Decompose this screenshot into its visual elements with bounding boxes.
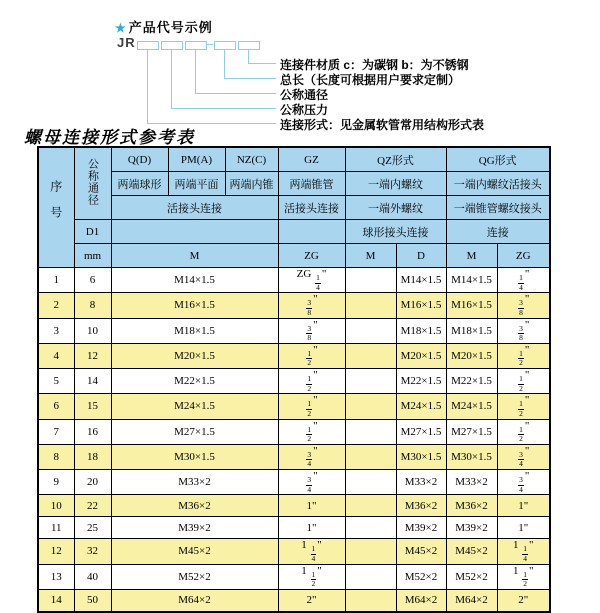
cell-seq: 9 xyxy=(38,470,74,495)
cell-dn: 14 xyxy=(74,369,111,394)
star-icon: ★ xyxy=(115,21,127,35)
cell-qg-m: M27×1.5 xyxy=(446,419,497,444)
cell-seq: 5 xyxy=(38,369,74,394)
cell-qg-zg: $\frac{1}{2}$ " xyxy=(497,369,550,394)
cell-m: M27×1.5 xyxy=(111,419,278,444)
cell-qz-d: M16×1.5 xyxy=(396,293,446,318)
header-col-gz: GZ xyxy=(278,147,345,172)
cell-seq: 14 xyxy=(38,589,74,612)
cell-dn: 6 xyxy=(74,268,111,293)
cell-qg-m: M33×2 xyxy=(446,470,497,495)
table-header xyxy=(38,147,550,268)
cell-gz-zg: $\frac{3}{8}$ " xyxy=(278,293,345,318)
connector-line xyxy=(248,63,276,64)
header-seq xyxy=(38,147,74,268)
cell-seq: 10 xyxy=(38,495,74,517)
header-dn xyxy=(74,147,111,220)
cell-gz-zg: 1" xyxy=(278,495,345,517)
cell-qg-m: M22×1.5 xyxy=(446,369,497,394)
cell-qg-m: M30×1.5 xyxy=(446,444,497,469)
table-row xyxy=(38,318,550,343)
header-unit: mm xyxy=(74,244,111,268)
connector-line xyxy=(195,93,276,94)
cell-m: M16×1.5 xyxy=(111,293,278,318)
header-union-gz: 活接头连接 xyxy=(278,196,345,220)
cell-seq: 12 xyxy=(38,539,74,564)
cell-qg-m: M64×2 xyxy=(446,589,497,612)
cell-qz-m xyxy=(345,470,396,495)
header-m2: M xyxy=(345,244,396,268)
cell-qz-d: M18×1.5 xyxy=(396,318,446,343)
cell-seq: 11 xyxy=(38,517,74,539)
cell-dn: 18 xyxy=(74,444,111,469)
cell-dn: 20 xyxy=(74,470,111,495)
cell-qg-m: M14×1.5 xyxy=(446,268,497,293)
diagram-label-total-length: 总长（长度可根据用户要求定制） xyxy=(280,73,461,87)
cell-dn: 10 xyxy=(74,318,111,343)
cell-qz-m xyxy=(345,444,396,469)
header-zg2: ZG xyxy=(497,244,550,268)
cell-dn: 12 xyxy=(74,343,111,368)
table-row xyxy=(38,564,550,589)
header-empty-gz xyxy=(278,220,345,244)
header-col-pm: PM(A) xyxy=(168,147,225,172)
connector-line xyxy=(195,50,196,93)
cell-gz-zg: 1 $\frac{1}{2}$ " xyxy=(278,564,345,589)
cell-seq: 6 xyxy=(38,394,74,419)
cell-qz-m xyxy=(345,343,396,368)
cell-qz-m xyxy=(345,369,396,394)
cell-qz-m xyxy=(345,293,396,318)
code-box-3 xyxy=(185,41,207,50)
cell-qz-d: M24×1.5 xyxy=(396,394,446,419)
table-row xyxy=(38,369,550,394)
cell-qz-d: M27×1.5 xyxy=(396,419,446,444)
connector-line xyxy=(224,50,225,78)
table-row xyxy=(38,293,550,318)
cell-qg-m: M45×2 xyxy=(446,539,497,564)
cell-qz-d: M36×2 xyxy=(396,495,446,517)
table-title: 螺母连接形式参考表 xyxy=(24,128,195,147)
cell-qz-m xyxy=(345,589,396,612)
cell-m: M52×2 xyxy=(111,564,278,589)
table-row xyxy=(38,394,550,419)
cell-dn: 22 xyxy=(74,495,111,517)
cell-m: M33×2 xyxy=(111,470,278,495)
cell-gz-zg: $\frac{1}{2}$ " xyxy=(278,343,345,368)
cell-qg-zg: $\frac{1}{4}$ " xyxy=(497,268,550,293)
cell-qz-d: M45×2 xyxy=(396,539,446,564)
header-col-qz: QZ形式 xyxy=(345,147,446,172)
cell-qz-d: M22×1.5 xyxy=(396,369,446,394)
cell-qg-zg: $\frac{3}{4}$ " xyxy=(497,444,550,469)
cell-qg-zg: $\frac{1}{2}$ " xyxy=(497,419,550,444)
table-row xyxy=(38,495,550,517)
cell-seq: 1 xyxy=(38,268,74,293)
cell-gz-zg: 1 $\frac{1}{4}$ " xyxy=(278,539,345,564)
connector-line xyxy=(171,50,172,108)
cell-qg-m: M36×2 xyxy=(446,495,497,517)
cell-gz-zg: $\frac{3}{4}$ " xyxy=(278,470,345,495)
table-row xyxy=(38,470,550,495)
header-qg-sub2: 一端锥管螺纹接头 xyxy=(446,196,550,220)
cell-m: M22×1.5 xyxy=(111,369,278,394)
header-col-q: Q(D) xyxy=(111,147,168,172)
diagram-label-nominal-diameter: 公称通径 xyxy=(280,88,329,102)
cell-seq: 13 xyxy=(38,564,74,589)
code-box-2 xyxy=(161,41,183,50)
header-dn-label: 公称通径 xyxy=(86,158,99,206)
table-row xyxy=(38,268,550,293)
connector-line xyxy=(147,50,148,123)
cell-gz-zg: 1" xyxy=(278,517,345,539)
cell-m: M18×1.5 xyxy=(111,318,278,343)
header-qz-sub2: 一端外螺纹 xyxy=(345,196,446,220)
cell-gz-zg: $\frac{3}{8}$ " xyxy=(278,318,345,343)
cell-qg-m: M18×1.5 xyxy=(446,318,497,343)
cell-qg-m: M39×2 xyxy=(446,517,497,539)
cell-qg-zg: $\frac{3}{4}$ " xyxy=(497,470,550,495)
header-d1: D1 xyxy=(74,220,111,244)
cell-qg-m: M16×1.5 xyxy=(446,293,497,318)
cell-dn: 32 xyxy=(74,539,111,564)
diagram-heading xyxy=(115,17,213,36)
cell-qz-m xyxy=(345,318,396,343)
cell-m: M30×1.5 xyxy=(111,444,278,469)
cell-m: M24×1.5 xyxy=(111,394,278,419)
header-qz-sub1: 一端内螺纹 xyxy=(345,172,446,196)
cell-seq: 4 xyxy=(38,343,74,368)
cell-dn: 16 xyxy=(74,419,111,444)
header-qg-sub3: 连接 xyxy=(446,220,550,244)
header-d: D xyxy=(396,244,446,268)
table-row xyxy=(38,517,550,539)
code-dash xyxy=(206,44,213,45)
cell-qg-m: M52×2 xyxy=(446,564,497,589)
cell-qg-zg: $\frac{1}{2}$ " xyxy=(497,343,550,368)
cell-qg-zg: 2" xyxy=(497,589,550,612)
cell-qz-m xyxy=(345,268,396,293)
cell-qz-d: M39×2 xyxy=(396,517,446,539)
cell-qg-zg: $\frac{3}{8}$ " xyxy=(497,318,550,343)
header-col-nz: NZ(C) xyxy=(225,147,278,172)
nut-connection-table xyxy=(37,146,551,613)
cell-gz-zg: $\frac{1}{2}$ " xyxy=(278,419,345,444)
cell-dn: 40 xyxy=(74,564,111,589)
cell-qg-m: M20×1.5 xyxy=(446,343,497,368)
header-seq-label: 序号 xyxy=(48,180,63,232)
cell-qz-d: M52×2 xyxy=(396,564,446,589)
cell-qz-d: M30×1.5 xyxy=(396,444,446,469)
header-qg-sub1: 一端内螺纹活接头 xyxy=(446,172,550,196)
cell-seq: 3 xyxy=(38,318,74,343)
cell-qz-d: M14×1.5 xyxy=(396,268,446,293)
cell-m: M36×2 xyxy=(111,495,278,517)
table-row xyxy=(38,589,550,612)
cell-dn: 15 xyxy=(74,394,111,419)
cell-qg-zg: 1" xyxy=(497,517,550,539)
header-m3: M xyxy=(446,244,497,268)
cell-qz-m xyxy=(345,564,396,589)
cell-gz-zg: ZG $\frac{1}{4}$ " xyxy=(278,268,345,293)
cell-qz-m xyxy=(345,539,396,564)
header-zg1: ZG xyxy=(278,244,345,268)
header-qz-sub3: 球形接头连接 xyxy=(345,220,446,244)
diagram-label-nominal-pressure: 公称压力 xyxy=(280,103,329,117)
table-row xyxy=(38,539,550,564)
cell-seq: 2 xyxy=(38,293,74,318)
cell-qg-zg: 1" xyxy=(497,495,550,517)
connector-line xyxy=(224,78,276,79)
cell-dn: 25 xyxy=(74,517,111,539)
product-code-prefix: JR xyxy=(117,35,136,50)
cell-gz-zg: $\frac{1}{2}$ " xyxy=(278,369,345,394)
header-col-qg: QG形式 xyxy=(446,147,550,172)
connector-line xyxy=(171,108,276,109)
header-pm-sub: 两端平面 xyxy=(168,172,225,196)
table-body xyxy=(38,268,550,612)
table-row xyxy=(38,343,550,368)
cell-qg-m: M24×1.5 xyxy=(446,394,497,419)
cell-m: M45×2 xyxy=(111,539,278,564)
cell-gz-zg: 2" xyxy=(278,589,345,612)
cell-qz-m xyxy=(345,419,396,444)
header-union-left: 活接头连接 xyxy=(111,196,278,220)
cell-qz-d: M64×2 xyxy=(396,589,446,612)
header-gz-sub: 两端锥管 xyxy=(278,172,345,196)
cell-seq: 7 xyxy=(38,419,74,444)
cell-dn: 50 xyxy=(74,589,111,612)
cell-seq: 8 xyxy=(38,444,74,469)
cell-qz-m xyxy=(345,495,396,517)
cell-m: M64×2 xyxy=(111,589,278,612)
cell-qz-m xyxy=(345,394,396,419)
code-box-4 xyxy=(214,41,236,50)
header-q-sub: 两端球形 xyxy=(111,172,168,196)
table-row xyxy=(38,419,550,444)
diagram-label-material: 连接件材质 c：为碳钢 b：为不锈钢 xyxy=(280,58,469,72)
connector-line xyxy=(248,50,249,63)
cell-m: M20×1.5 xyxy=(111,343,278,368)
cell-qz-m xyxy=(345,517,396,539)
code-box-5 xyxy=(238,41,260,50)
cell-gz-zg: $\frac{1}{2}$ " xyxy=(278,394,345,419)
cell-gz-zg: $\frac{3}{4}$ " xyxy=(278,444,345,469)
diagram-heading-text: 产品代号示例 xyxy=(128,20,213,35)
code-box-1 xyxy=(137,41,159,50)
cell-qg-zg: 1 $\frac{1}{2}$ " xyxy=(497,564,550,589)
cell-qz-d: M33×2 xyxy=(396,470,446,495)
cell-dn: 8 xyxy=(74,293,111,318)
cell-qg-zg: 1 $\frac{1}{4}$ " xyxy=(497,539,550,564)
cell-m: M39×2 xyxy=(111,517,278,539)
cell-qg-zg: $\frac{3}{8}$ " xyxy=(497,293,550,318)
cell-m: M14×1.5 xyxy=(111,268,278,293)
cell-qz-d: M20×1.5 xyxy=(396,343,446,368)
diagram-label-connection-form: 连接形式：见金属软管常用结构形式表 xyxy=(280,118,485,132)
header-m1: M xyxy=(111,244,278,268)
header-empty-left xyxy=(111,220,278,244)
cell-qg-zg: $\frac{1}{2}$ " xyxy=(497,394,550,419)
table-row xyxy=(38,444,550,469)
header-nz-sub: 两端内锥 xyxy=(225,172,278,196)
